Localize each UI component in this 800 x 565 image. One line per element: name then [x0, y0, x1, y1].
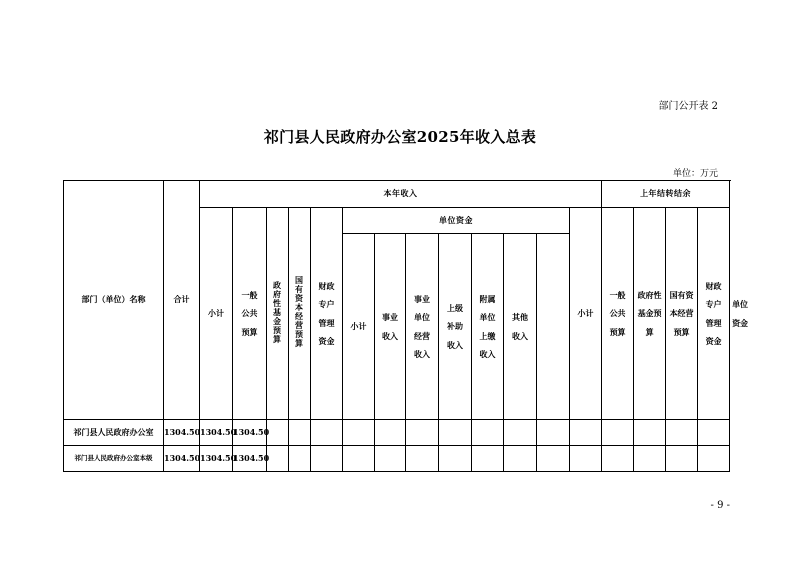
revenue-table — [63, 180, 749, 472]
table-row — [64, 420, 730, 446]
header-general-budget-text: 一般公共预算 — [241, 289, 258, 337]
header-subtotal: 小计 — [200, 208, 233, 420]
header-current-year: 本年收入 — [200, 181, 602, 208]
header-superior-subsidy-text: 上级补助收入 — [447, 302, 463, 350]
header-prior-gov-fund-text: 政府性基金预算 — [637, 289, 662, 337]
header-general-budget — [233, 208, 267, 420]
header-unit-funds: 单位资金 — [343, 208, 570, 234]
header-business-income — [375, 234, 406, 420]
row-subtotal: 1304.50 — [200, 446, 233, 472]
header-affiliated-income-text: 附属单位上缴收入 — [479, 293, 496, 359]
header-total: 合计 — [164, 181, 200, 420]
header-business-operation-text: 事业单位经营收入 — [414, 293, 430, 359]
row-total: 1304.50 — [164, 420, 200, 446]
header-fiscal-special — [311, 208, 343, 420]
header-prior-state-capital-text: 国有资本经营预算 — [669, 289, 694, 337]
row-general: 1304.50 — [233, 446, 267, 472]
header-gov-fund-text: 政府性基金预算 — [272, 280, 283, 344]
header-prior-general-text: 一般公共预算 — [609, 289, 626, 337]
header-state-capital-text: 国有资本经营预算 — [294, 276, 305, 349]
doc-label: 部门公开表 2 — [658, 101, 718, 112]
row-name: 祁门县人民政府办公室本级 — [64, 446, 164, 472]
header-superior-subsidy — [439, 234, 472, 420]
header-fiscal-special-text: 财政专户管理资金 — [318, 280, 335, 346]
header-affiliated-income — [472, 234, 504, 420]
header-prior-fiscal-special-text: 财政专户管理资金 — [705, 280, 722, 346]
header-prior-general — [602, 208, 634, 420]
header-prior-year: 上年结转结余 — [602, 181, 730, 208]
header-other-income-text: 其他收入 — [512, 312, 528, 341]
row-general: 1304.50 — [233, 420, 267, 446]
header-gov-fund — [267, 208, 289, 420]
header-business-operation — [406, 234, 439, 420]
header-prior-fiscal-special — [698, 208, 730, 420]
header-prior-gov-fund — [634, 208, 666, 420]
header-unit-subtotal: 小计 — [343, 234, 375, 420]
page-number: - 9 - — [710, 500, 730, 511]
table-row — [64, 446, 730, 472]
row-subtotal: 1304.50 — [200, 420, 233, 446]
header-dept-name: 部门（单位）名称 — [64, 181, 164, 420]
header-prior-unit-funds-text: 单位资金 — [732, 299, 749, 328]
row-name: 祁门县人民政府办公室 — [64, 420, 164, 446]
header-other-income — [504, 234, 537, 420]
row-total: 1304.50 — [164, 446, 200, 472]
header-prior-state-capital — [666, 208, 698, 420]
header-state-capital — [289, 208, 311, 420]
header-business-income-text: 事业收入 — [382, 312, 398, 341]
page-title: 祁门县人民政府办公室2025年收入总表 — [263, 128, 537, 146]
header-prior-subtotal: 小计 — [570, 208, 602, 420]
unit-label: 单位：万元 — [672, 169, 718, 179]
